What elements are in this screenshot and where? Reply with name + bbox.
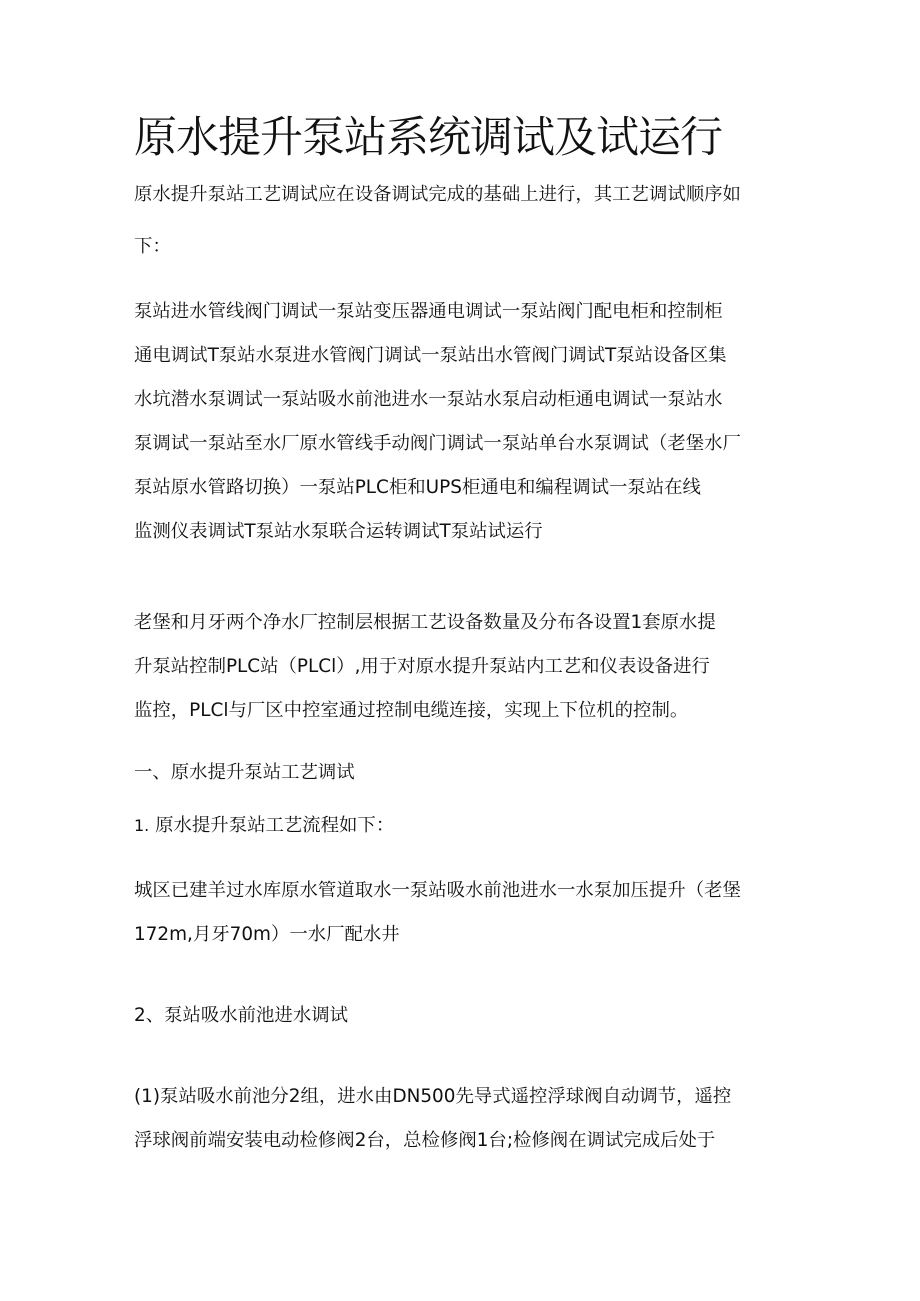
- item2-paragraph: [134, 1075, 794, 1163]
- text-line: 监测仪表调试T泵站水泵联合运转调试T泵站试运行: [134, 521, 543, 542]
- text-line: 泵站进水管线阀门调试一泵站变压器通电调试一泵站阀门配电柜和控制柜: [134, 301, 723, 322]
- control-paragraph: [134, 601, 794, 733]
- text-line: 下：: [134, 236, 171, 257]
- text-line: 浮球阀前端安装电动检修阀2台，总检修阀1台;检修阀在调试完成后处于: [134, 1130, 716, 1151]
- text-line: 一、原水提升泵站工艺调试: [134, 762, 355, 783]
- text-line: [134, 804, 794, 848]
- text-line: 城区已建羊过水库原水管道取水一泵站吸水前池进水一水泵加压提升（老堡: [134, 880, 741, 901]
- text-line: 水坑潜水泵调试一泵站吸水前池进水一泵站水泵启动柜通电调试一泵站水: [134, 389, 723, 410]
- text-line: 老堡和月牙两个净水厂控制层根据工艺设备数量及分布各设置1套原水提: [134, 612, 716, 633]
- text-line: 2、泵站吸水前池进水调试: [134, 1005, 348, 1026]
- sequence-paragraph: [134, 290, 794, 554]
- item-text: 原水提升泵站工艺流程如下：: [155, 815, 395, 836]
- item-heading-2: [134, 994, 794, 1038]
- text-line: 泵站原水管路切换）一泵站PLC柜和UPS柜通电和编程调试一泵站在线: [134, 477, 701, 498]
- text-line: 泵调试一泵站至水厂原水管线手动阀门调试一泵站单台水泵调试（老堡水厂: [134, 433, 741, 454]
- text-line: 监控，PLCl与厂区中控室通过控制电缆连接，实现上下位机的控制。: [134, 700, 689, 721]
- text-line: 172m,月牙70m）一水厂配水井: [134, 924, 400, 945]
- item-heading-1: [134, 804, 794, 848]
- item-number: 1.: [134, 816, 150, 835]
- section-heading: [134, 751, 794, 795]
- text-line: 原水提升泵站工艺调试应在设备调试完成的基础上进行，其工艺调试顺序如: [134, 184, 741, 205]
- flow-paragraph: [134, 869, 794, 957]
- text-line: 升泵站控制PLC站（PLCl）,用于对原水提升泵站内工艺和仪表设备进行: [134, 656, 710, 677]
- text-line: (1)泵站吸水前池分2组，进水由DN500先导式遥控浮球阀自动调节，遥控: [134, 1086, 732, 1107]
- intro-paragraph: [134, 173, 794, 277]
- text-line: 通电调试T泵站水泵进水管阀门调试一泵站出水管阀门调试T泵站设备区集: [134, 345, 727, 366]
- page-title: 原水提升泵站系统调试及试运行: [134, 113, 722, 163]
